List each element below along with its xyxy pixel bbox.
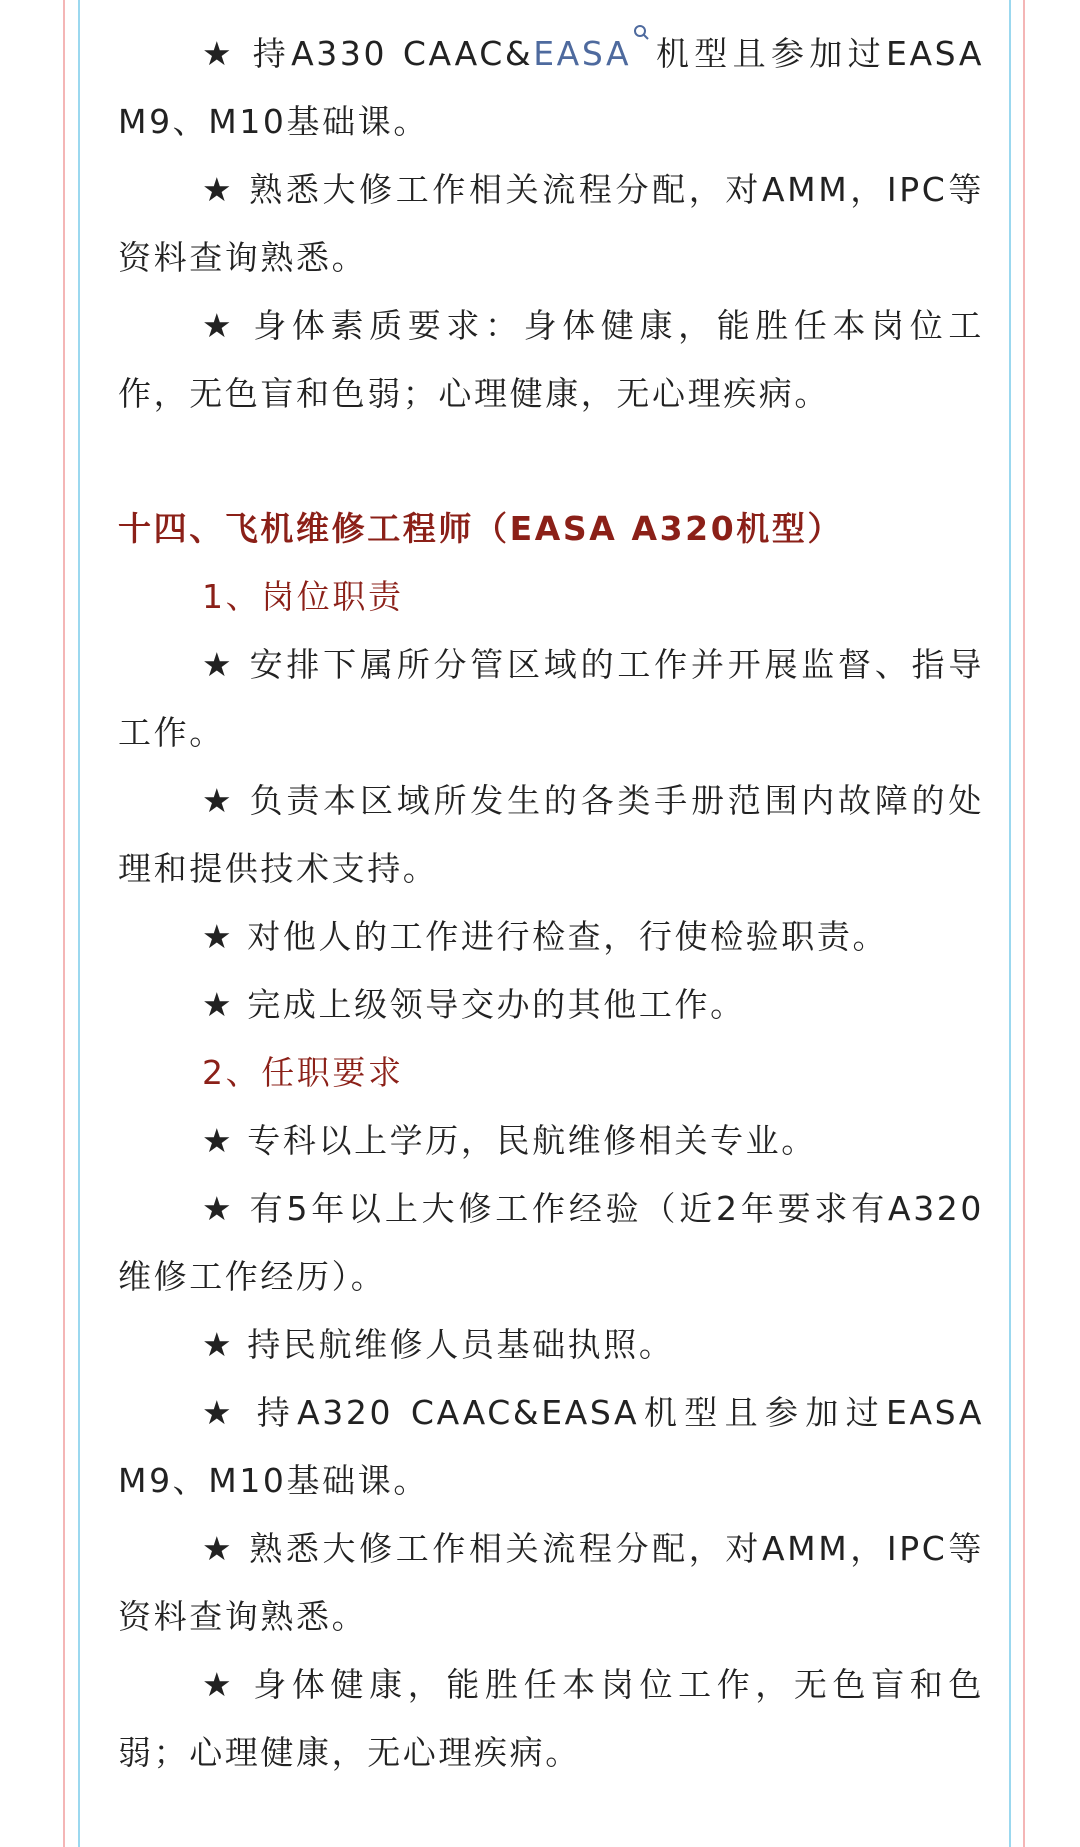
requirement-a330-prefix: ★ 持A330 CAAC& xyxy=(202,34,534,73)
requirement-a330-license xyxy=(118,20,984,156)
duty-item: ★ 安排下属所分管区域的工作并开展监督、指导工作。 xyxy=(118,645,984,752)
duty-item: ★ 完成上级领导交办的其他工作。 xyxy=(202,985,746,1024)
search-icon[interactable] xyxy=(631,20,653,50)
requirement-familiar-process: ★ 熟悉大修工作相关流程分配，对AMM，IPC等资料查询熟悉。 xyxy=(118,170,984,277)
requirement-item: ★ 专科以上学历，民航维修相关专业。 xyxy=(202,1121,817,1160)
requirements-heading: 2、任职要求 xyxy=(202,1053,404,1092)
requirement-a330-suffix: 机型且参加过EASA M9、M10基础课。 xyxy=(118,34,985,141)
requirement-item: ★ 持民航维修人员基础执照。 xyxy=(202,1325,675,1364)
requirement-item: ★ 熟悉大修工作相关流程分配，对AMM，IPC等资料查询熟悉。 xyxy=(118,1529,984,1636)
easa-search-link[interactable]: EASA xyxy=(533,34,632,73)
requirement-item: ★ 身体健康，能胜任本岗位工作，无色盲和色弱；心理健康，无心理疾病。 xyxy=(118,1665,984,1772)
left-border-red xyxy=(63,0,65,1847)
requirement-physical: ★ 身体素质要求：身体健康，能胜任本岗位工作，无色盲和色弱；心理健康，无心理疾病。 xyxy=(118,306,984,413)
duties-heading: 1、岗位职责 xyxy=(202,577,404,616)
section-14-title: 十四、飞机维修工程师（EASA A320机型） xyxy=(118,509,844,548)
article-body xyxy=(118,20,984,1787)
requirement-item: ★ 持A320 CAAC&EASA机型且参加过EASA M9、M10基础课。 xyxy=(118,1393,984,1500)
right-border-red xyxy=(1023,0,1025,1847)
requirement-item: ★ 有5年以上大修工作经验（近2年要求有A320维修工作经历）。 xyxy=(118,1189,984,1296)
right-border-blue xyxy=(1009,0,1011,1847)
left-border-blue xyxy=(78,0,80,1847)
duty-item: ★ 对他人的工作进行检查，行使检验职责。 xyxy=(202,917,889,956)
duty-item: ★ 负责本区域所发生的各类手册范围内故障的处理和提供技术支持。 xyxy=(118,781,984,888)
